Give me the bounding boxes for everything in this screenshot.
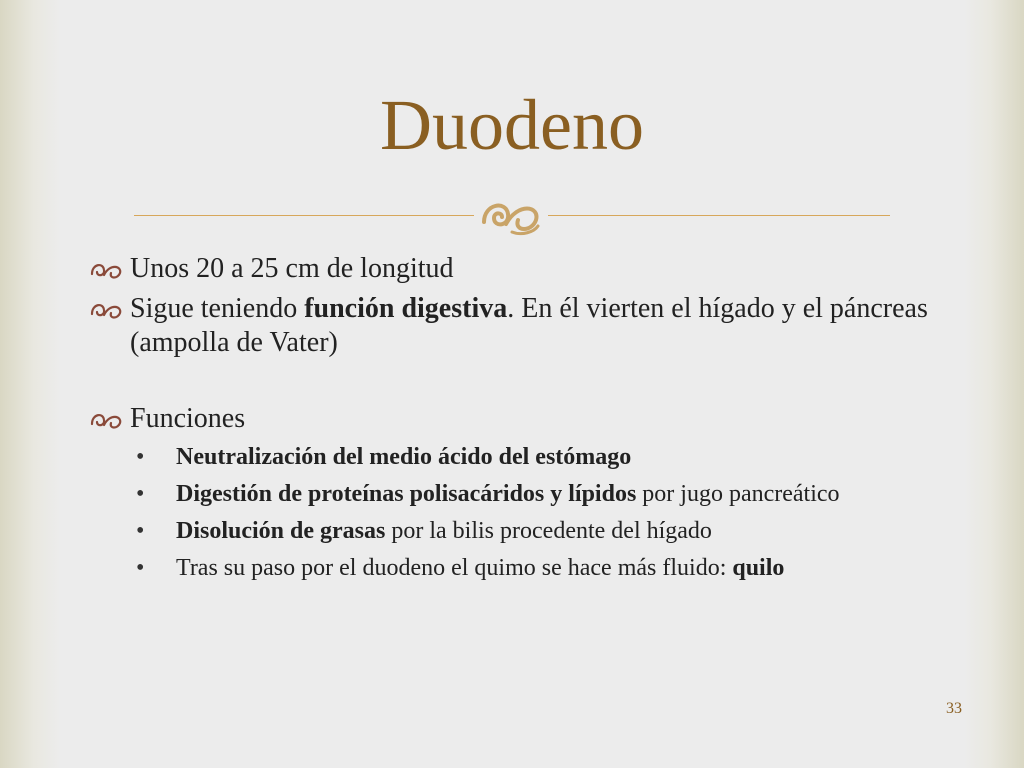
sub-bullet-bold: Disolución de grasas — [176, 518, 386, 544]
fleuron-bullet-icon — [90, 410, 124, 430]
sub-bullet-item — [90, 442, 950, 472]
fleuron-bullet-icon — [90, 260, 124, 280]
sub-bullet-prefix: Tras su paso por el duodeno el quimo se hace más fluido: — [176, 555, 733, 581]
bullet-dot-icon: • — [136, 481, 145, 507]
bullet-dot-icon: • — [136, 444, 145, 470]
bullet-item — [90, 292, 950, 360]
fleuron-bullet-icon — [90, 300, 124, 320]
bullet-dot-icon: • — [136, 555, 145, 581]
slide-content — [90, 252, 950, 590]
sub-bullet-bold: quilo — [732, 555, 785, 581]
sub-bullet-bold: Digestión de proteínas polisacáridos y lípidos — [176, 481, 637, 507]
bullet-text-suffix: . En él vierten el hígado y el páncreas (ampolla de Vater) — [130, 293, 928, 358]
sub-bullet-item — [90, 479, 950, 509]
title-rule-left — [134, 215, 474, 216]
sub-bullet-suffix: por la bilis procedente del hígado — [385, 518, 712, 544]
title-rule-right — [548, 215, 890, 216]
bullet-dot-icon: • — [136, 518, 145, 544]
bullet-text: Funciones — [130, 403, 246, 434]
page-number: 33 — [946, 700, 962, 717]
sub-bullet-item — [90, 553, 950, 583]
bullet-item — [90, 252, 950, 286]
bullet-text: Unos 20 a 25 cm de longitud — [130, 253, 454, 284]
bullet-text-prefix: Sigue teniendo — [130, 293, 305, 324]
sub-bullet-item — [90, 516, 950, 546]
fleuron-icon — [478, 192, 544, 238]
bullet-item — [90, 402, 950, 436]
sub-bullet-bold: Neutralización del medio ácido del estómago — [176, 444, 632, 470]
bullet-text-bold: función digestiva — [304, 293, 508, 324]
sub-bullet-suffix: por jugo pancreático — [636, 481, 840, 507]
slide-title: Duodeno — [380, 85, 644, 165]
